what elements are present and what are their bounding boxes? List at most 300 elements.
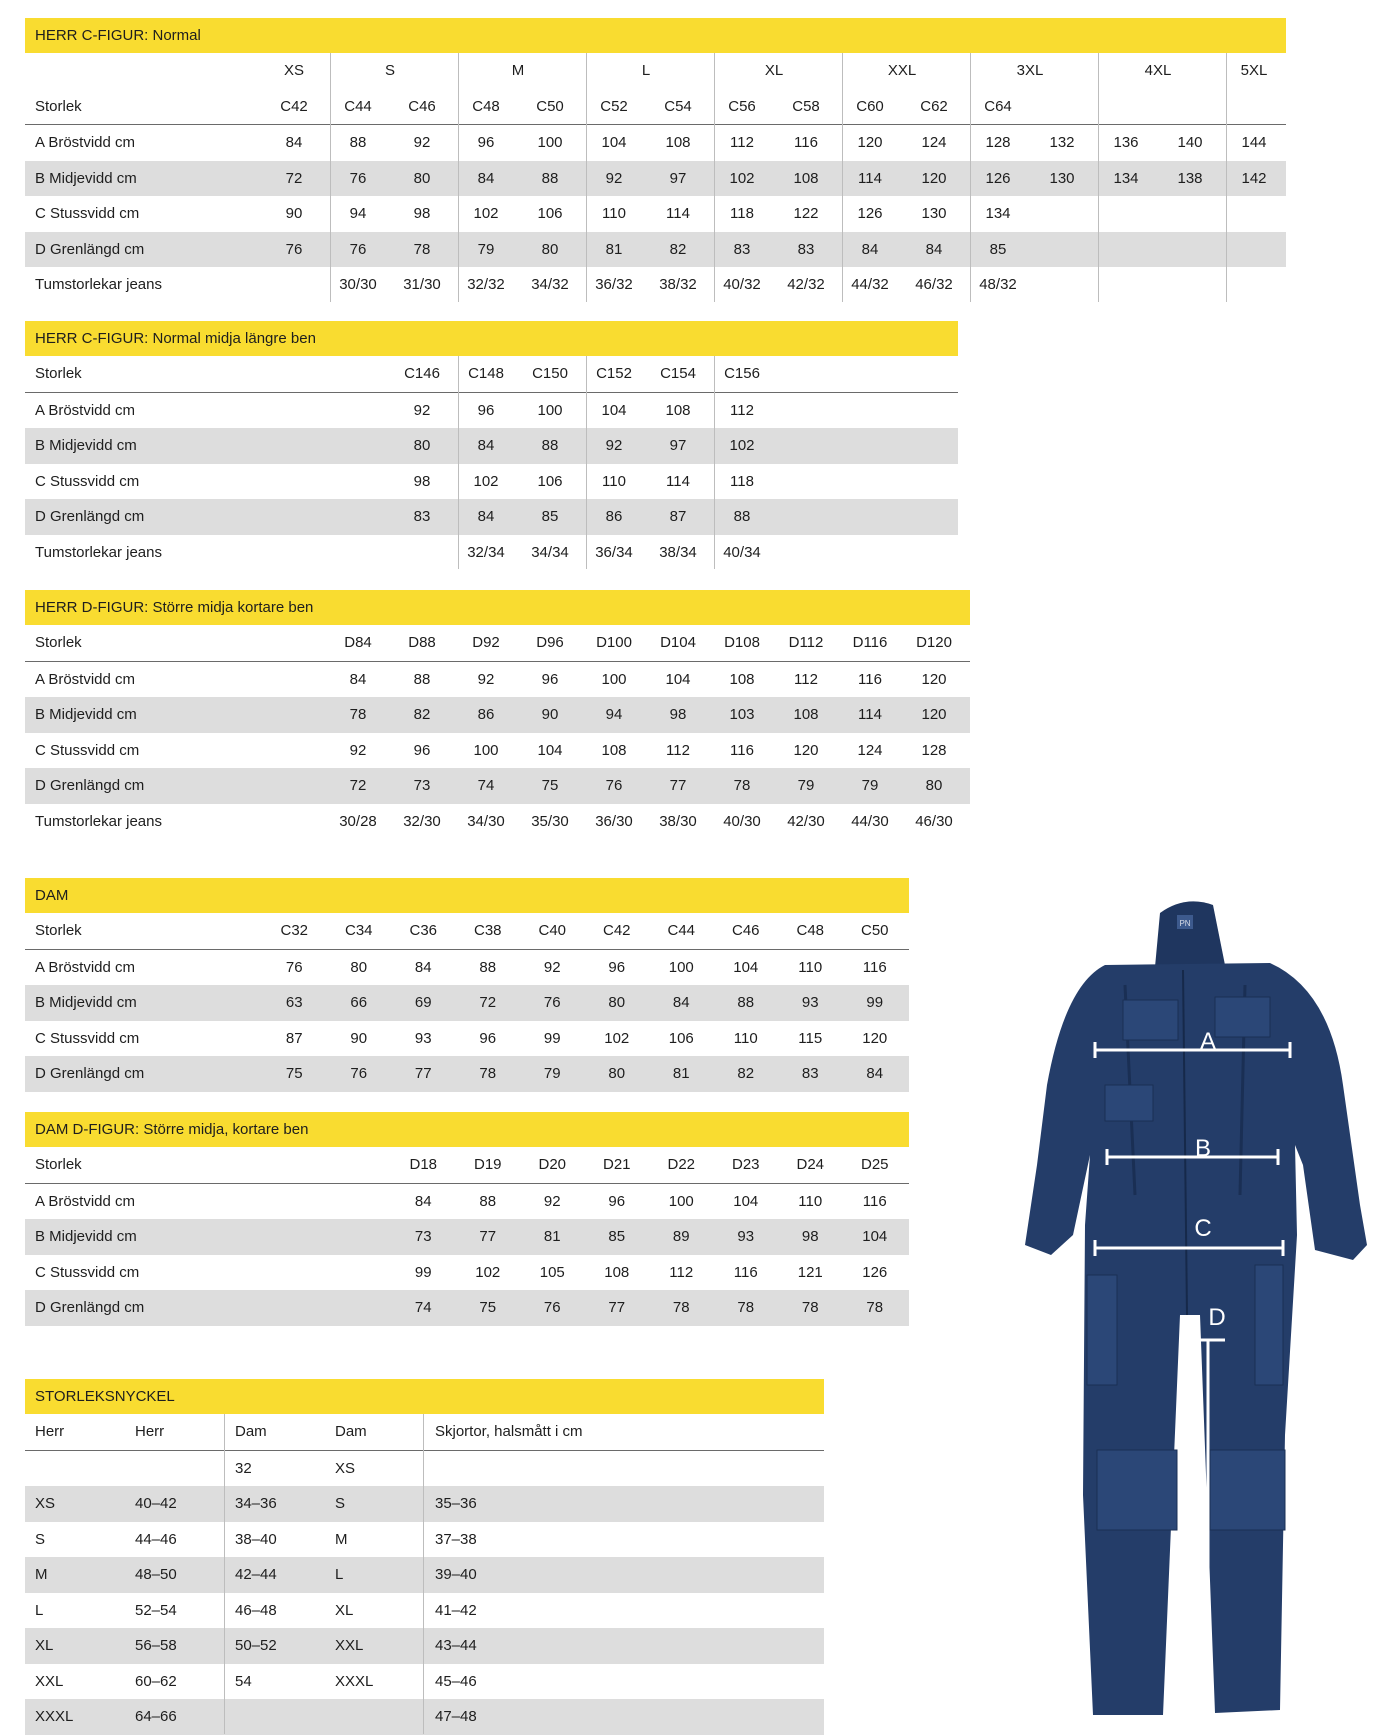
- measurement-value: 116: [733, 1263, 758, 1281]
- measurement-value: 87: [669, 508, 687, 525]
- measurement-value: 110: [602, 472, 626, 490]
- size-code: D96: [536, 634, 564, 651]
- measurement-row: [25, 733, 970, 769]
- measurement-value: 106: [668, 1029, 694, 1047]
- size-table-dam: [25, 878, 909, 1092]
- measurement-label: Tumstorlekar jeans: [35, 276, 162, 293]
- measurement-row: [25, 697, 970, 733]
- measurement-value: 92: [413, 134, 431, 151]
- measurement-value: 93: [414, 1029, 432, 1047]
- measurement-label: Tumstorlekar jeans: [35, 543, 162, 561]
- size-key-cell: 42–44: [235, 1566, 277, 1583]
- measurement-value: 84: [477, 508, 495, 525]
- measurement-value: 36/30: [595, 812, 633, 830]
- measurement-value: 88: [479, 1192, 497, 1210]
- table-title-light: Normal midja längre ben: [148, 330, 316, 347]
- measurement-value: 92: [543, 958, 561, 976]
- size-code: C50: [536, 97, 564, 115]
- size-key-cell: S: [35, 1530, 46, 1548]
- column-divider: [224, 1414, 225, 1734]
- column-divider: [970, 53, 971, 302]
- size-code: D21: [602, 1156, 631, 1173]
- measurement-value: 77: [669, 777, 687, 794]
- measurement-value: 104: [537, 741, 563, 759]
- size-key-cell: 48–50: [135, 1566, 177, 1583]
- measurement-value: 89: [672, 1228, 690, 1245]
- size-code: D25: [860, 1156, 889, 1173]
- measurement-value: 32/32: [467, 276, 505, 293]
- measurement-value: 88: [541, 169, 559, 187]
- size-key-header: Herr: [135, 1423, 165, 1440]
- measurement-value: 42/32: [787, 276, 825, 293]
- measurement-value: 80: [350, 958, 368, 976]
- measurement-value: 83: [801, 1065, 819, 1082]
- measurement-value: 121: [797, 1263, 823, 1281]
- measurement-label: B Midjevidd cm: [35, 706, 137, 723]
- measurement-label: A Bröstvidd cm: [35, 134, 136, 151]
- size-key-cell: 35–36: [435, 1495, 477, 1512]
- size-code: C42: [602, 922, 631, 939]
- measurement-value: 144: [1241, 134, 1267, 151]
- measurement-value: 84: [925, 240, 943, 258]
- size-group-label: S: [384, 62, 395, 79]
- measurement-value: 92: [413, 401, 431, 419]
- size-code: C48: [472, 97, 500, 115]
- measurement-value: 100: [537, 401, 563, 419]
- measurement-value: 44/32: [851, 276, 889, 293]
- measurement-value: 81: [605, 240, 623, 258]
- measurement-value: 110: [733, 1029, 758, 1047]
- size-key-cell: 56–58: [135, 1637, 177, 1654]
- measurement-value: 116: [794, 134, 818, 151]
- measurement-value: 102: [475, 1263, 501, 1281]
- measurement-value: 97: [669, 437, 687, 454]
- measurement-value: 90: [285, 205, 303, 222]
- measurement-value: 46/30: [915, 812, 953, 830]
- measurement-row: [25, 232, 1286, 268]
- size-key-header: Skjortor, halsmått i cm: [435, 1423, 583, 1440]
- measurement-value: 114: [858, 706, 882, 723]
- size-code: D92: [472, 634, 500, 651]
- size-code: C146: [404, 365, 440, 382]
- measurement-value: 30/28: [339, 812, 377, 830]
- measurement-value: 87: [285, 1029, 303, 1047]
- measurement-value: 112: [794, 670, 818, 688]
- measurement-value: 44/30: [851, 812, 889, 830]
- measurement-value: 97: [669, 169, 687, 187]
- column-divider: [586, 356, 587, 569]
- measurement-value: 138: [1177, 169, 1203, 187]
- measurement-label: B Midjevidd cm: [35, 169, 137, 187]
- measurement-value: 79: [861, 777, 879, 794]
- size-key-cell: XL: [335, 1601, 354, 1619]
- column-divider: [458, 53, 459, 302]
- storlek-label: Storlek: [35, 365, 82, 382]
- size-key-title: STORLEKSNYCKEL: [25, 1379, 824, 1414]
- measurement-value: 98: [413, 205, 431, 222]
- measurement-label: C Stussvidd cm: [35, 1263, 140, 1281]
- measurement-value: 96: [608, 1192, 626, 1210]
- measurement-value: 116: [730, 741, 754, 759]
- measurement-label: D Grenlängd cm: [35, 240, 145, 258]
- measurement-value: 134: [1113, 169, 1139, 187]
- measurement-value: 66: [350, 994, 368, 1011]
- size-key-cell: M: [35, 1566, 48, 1583]
- measurement-value: 110: [798, 958, 823, 976]
- size-key-cell: S: [335, 1495, 346, 1512]
- measurement-value: 126: [985, 169, 1011, 187]
- size-group-row: [25, 53, 1286, 89]
- size-code: D23: [731, 1156, 760, 1173]
- measurement-row: [25, 393, 958, 429]
- measurement-value: 86: [477, 706, 495, 723]
- size-key-cell: 39–40: [435, 1566, 477, 1583]
- size-key-cell: XS: [35, 1495, 56, 1512]
- size-code: C44: [667, 922, 696, 939]
- measurement-value: 90: [541, 706, 559, 723]
- measurement-value: 142: [1241, 169, 1267, 187]
- measurement-value: 136: [1113, 134, 1139, 151]
- size-key-cell: 34–36: [235, 1495, 277, 1512]
- measurement-value: 100: [537, 134, 563, 151]
- measurement-value: 76: [285, 240, 303, 258]
- measurement-value: 100: [668, 958, 694, 976]
- measurement-value: 102: [729, 169, 755, 187]
- measurement-value: 76: [543, 1299, 561, 1316]
- size-key-header-row: [25, 1414, 824, 1451]
- size-code: D88: [408, 634, 436, 651]
- measurement-value: 85: [541, 508, 559, 525]
- measurement-value: 76: [543, 994, 561, 1011]
- size-code: D104: [660, 634, 696, 651]
- measurement-value: 75: [541, 777, 559, 794]
- measure-label-d: D: [1208, 1304, 1226, 1331]
- size-key-cell: 32: [235, 1459, 252, 1477]
- measurement-value: 104: [862, 1228, 888, 1245]
- column-divider: [714, 356, 715, 569]
- measurement-value: 98: [413, 472, 431, 490]
- size-key-cell: 44–46: [135, 1530, 177, 1548]
- table-title: [25, 18, 1286, 53]
- measurement-value: 85: [989, 240, 1007, 258]
- measurement-value: 94: [605, 706, 623, 723]
- measurement-value: 105: [539, 1263, 565, 1281]
- measurement-label: A Bröstvidd cm: [35, 958, 136, 976]
- measurement-value: 114: [666, 472, 690, 490]
- size-key-cell: 37–38: [435, 1530, 477, 1548]
- measurement-value: 96: [477, 401, 495, 419]
- size-key-cell: L: [335, 1566, 344, 1583]
- measurement-value: 120: [793, 741, 819, 759]
- measurement-value: 36/32: [595, 276, 633, 293]
- measurement-value: 74: [477, 777, 495, 794]
- measurement-value: 106: [537, 472, 563, 490]
- size-code: D116: [852, 634, 888, 651]
- table-title-bold: HERR D-FIGUR:: [35, 599, 149, 616]
- table-header-row: [25, 625, 970, 662]
- column-divider: [714, 53, 715, 302]
- measurement-value: 102: [473, 472, 499, 490]
- measurement-value: 76: [350, 1065, 368, 1082]
- measurement-value: 108: [665, 401, 691, 419]
- measurement-value: 78: [733, 777, 751, 794]
- measurement-value: 115: [798, 1029, 823, 1047]
- size-group-label: M: [511, 62, 525, 79]
- measurement-label: B Midjevidd cm: [35, 1228, 137, 1245]
- measurement-row: [25, 662, 970, 698]
- measurement-value: 132: [1049, 134, 1075, 151]
- measurement-row: [25, 464, 958, 500]
- size-key-cell: 41–42: [435, 1601, 477, 1619]
- size-key-row: [25, 1486, 824, 1522]
- table-title-light: Normal: [148, 27, 201, 44]
- size-key-cell: M: [335, 1530, 348, 1548]
- measurement-value: 83: [797, 240, 815, 258]
- measurement-row: [25, 804, 970, 840]
- measurement-label: C Stussvidd cm: [35, 741, 140, 759]
- measurement-value: 32/30: [403, 812, 441, 830]
- measurement-value: 81: [672, 1065, 690, 1082]
- measurement-value: 93: [737, 1228, 755, 1245]
- size-code: C60: [856, 97, 884, 115]
- size-code: D108: [724, 634, 760, 651]
- size-code: C150: [532, 365, 568, 382]
- size-code: D22: [667, 1156, 696, 1173]
- measurement-row: [25, 1255, 909, 1291]
- measurement-value: 102: [604, 1029, 630, 1047]
- measurement-value: 104: [665, 670, 691, 688]
- measurement-value: 116: [862, 1192, 887, 1210]
- table-title: [25, 878, 909, 913]
- measurement-value: 78: [801, 1299, 819, 1316]
- size-code: D84: [344, 634, 372, 651]
- size-group-label: L: [641, 62, 651, 79]
- measurement-value: 82: [669, 240, 687, 258]
- size-group-label: XL: [764, 62, 784, 79]
- measurement-label: D Grenlängd cm: [35, 1065, 145, 1082]
- size-code: C42: [280, 97, 308, 115]
- measurement-value: 93: [801, 994, 819, 1011]
- measurement-value: 80: [608, 994, 626, 1011]
- size-key-cell: XS: [335, 1459, 356, 1477]
- measurement-value: 92: [349, 741, 367, 759]
- measurement-value: 112: [666, 741, 690, 759]
- measurement-value: 140: [1177, 134, 1203, 151]
- measurement-value: 110: [602, 205, 626, 222]
- measurement-value: 118: [730, 205, 754, 222]
- size-table-herr-d: [25, 590, 970, 839]
- measurement-value: 86: [605, 508, 623, 525]
- measurement-value: 99: [866, 994, 884, 1011]
- measurement-value: 84: [414, 958, 432, 976]
- measurement-value: 116: [862, 958, 887, 976]
- measurement-value: 92: [477, 670, 495, 688]
- column-divider: [1098, 53, 1099, 302]
- measurement-value: 38/30: [659, 812, 697, 830]
- measurement-value: 78: [866, 1299, 884, 1316]
- size-code: D24: [796, 1156, 825, 1173]
- size-key-row: [25, 1699, 824, 1735]
- measurement-value: 34/32: [531, 276, 569, 293]
- measurement-row: [25, 1056, 909, 1092]
- measurement-value: 122: [793, 205, 819, 222]
- size-code: D20: [538, 1156, 567, 1173]
- measurement-value: 92: [605, 437, 623, 454]
- table-title-bold: DAM: [35, 887, 69, 904]
- size-code: C38: [473, 922, 502, 939]
- table-title-bold: HERR C-FIGUR:: [35, 330, 149, 347]
- measurement-row: [25, 985, 909, 1021]
- measurement-value: 40/32: [723, 276, 761, 293]
- measurement-value: 124: [857, 741, 883, 759]
- measurement-value: 80: [413, 169, 431, 187]
- size-key-row: [25, 1451, 824, 1487]
- measurement-row: [25, 499, 958, 535]
- size-code: C152: [596, 365, 632, 382]
- measurement-label: D Grenlängd cm: [35, 1299, 145, 1316]
- size-key-cell: XXL: [335, 1637, 364, 1654]
- measurement-value: 32/34: [467, 543, 505, 561]
- column-divider: [458, 356, 459, 569]
- measurement-value: 100: [668, 1192, 694, 1210]
- size-code: D112: [788, 634, 824, 651]
- size-key-cell: 52–54: [135, 1601, 177, 1619]
- size-key-row: [25, 1522, 824, 1558]
- measurement-value: 84: [866, 1065, 884, 1082]
- measurement-row: [25, 535, 958, 571]
- measurement-value: 106: [537, 205, 563, 222]
- measurement-value: 34/30: [467, 812, 505, 830]
- measurement-value: 126: [862, 1263, 888, 1281]
- size-code: C50: [860, 922, 889, 939]
- size-key-cell: 46–48: [235, 1601, 277, 1619]
- measurement-value: 108: [665, 134, 691, 151]
- size-key-header: Dam: [235, 1423, 267, 1440]
- measurement-value: 42/30: [787, 812, 825, 830]
- measurement-value: 48/32: [979, 276, 1017, 293]
- column-divider: [1226, 53, 1227, 302]
- table-title: [25, 1112, 909, 1147]
- measurement-value: 72: [349, 777, 367, 794]
- measurement-value: 88: [733, 508, 751, 525]
- measure-label-b: B: [1194, 1135, 1212, 1162]
- measurement-value: 38/34: [659, 543, 697, 561]
- storlek-label: Storlek: [35, 922, 82, 939]
- size-code: D18: [409, 1156, 438, 1173]
- size-key-cell: L: [35, 1601, 44, 1619]
- size-code: D120: [916, 634, 952, 651]
- size-key-cell: XXL: [35, 1672, 64, 1690]
- measurement-row: [25, 161, 1286, 197]
- measurement-label: C Stussvidd cm: [35, 472, 140, 490]
- measurement-value: 36/34: [595, 543, 633, 561]
- measurement-value: 85: [608, 1228, 626, 1245]
- size-group-label: 5XL: [1240, 62, 1268, 79]
- measurement-value: 104: [733, 958, 759, 976]
- size-key-cell: 60–62: [135, 1672, 177, 1690]
- measurement-value: 120: [921, 670, 947, 688]
- measurement-value: 130: [1049, 169, 1075, 187]
- measurement-value: 78: [672, 1299, 690, 1316]
- measurement-value: 79: [477, 240, 495, 258]
- measurement-value: 40/30: [723, 812, 761, 830]
- size-key-cell: 54: [235, 1672, 252, 1690]
- measurement-label: A Bröstvidd cm: [35, 401, 136, 419]
- size-code: C44: [344, 97, 372, 115]
- measurement-value: 80: [541, 240, 559, 258]
- measurement-value: 84: [285, 134, 303, 151]
- size-key-header: Herr: [35, 1423, 65, 1440]
- size-group-label: XS: [283, 62, 304, 79]
- size-code: C154: [660, 365, 696, 382]
- size-key-cell: 45–46: [435, 1672, 477, 1690]
- size-key-row: [25, 1628, 824, 1664]
- measurement-value: 84: [477, 437, 495, 454]
- size-key-row: [25, 1593, 824, 1629]
- measurement-value: 84: [861, 240, 879, 258]
- measurement-value: 76: [349, 169, 367, 187]
- size-key-cell: XL: [35, 1637, 54, 1654]
- measurement-value: 120: [862, 1029, 888, 1047]
- measurement-label: A Bröstvidd cm: [35, 1192, 136, 1210]
- measurement-value: 114: [858, 169, 882, 187]
- measurement-value: 76: [285, 958, 303, 976]
- storlek-label: Storlek: [35, 1156, 82, 1173]
- measurement-value: 80: [925, 777, 943, 794]
- measurement-value: 72: [479, 994, 497, 1011]
- measurement-value: 112: [669, 1263, 694, 1281]
- size-key-row: [25, 1664, 824, 1700]
- column-divider: [586, 53, 587, 302]
- size-table-dam-d: [25, 1112, 909, 1326]
- measurement-value: 79: [797, 777, 815, 794]
- table-title-light: Större midja kortare ben: [148, 599, 314, 616]
- measurement-value: 74: [414, 1299, 432, 1316]
- table-header-row: [25, 89, 1286, 126]
- measurement-value: 38/32: [659, 276, 697, 293]
- measurement-value: 94: [349, 205, 367, 222]
- measurement-row: [25, 1184, 909, 1220]
- size-code: C40: [538, 922, 567, 939]
- size-code: D19: [473, 1156, 502, 1173]
- measurement-row: [25, 1219, 909, 1255]
- size-key-table: [25, 1379, 824, 1735]
- measurement-value: 104: [601, 134, 627, 151]
- measurement-value: 128: [985, 134, 1011, 151]
- measurement-value: 78: [737, 1299, 755, 1316]
- measurement-value: 40/34: [723, 543, 761, 561]
- measurement-value: 73: [413, 777, 431, 794]
- measurement-value: 88: [479, 958, 497, 976]
- size-group-label: 4XL: [1144, 62, 1172, 79]
- measurement-value: 108: [793, 706, 819, 723]
- measurement-value: 77: [479, 1228, 497, 1245]
- measurement-row: [25, 196, 1286, 232]
- size-code: C64: [984, 97, 1012, 115]
- measurement-value: 35/30: [531, 812, 569, 830]
- measurement-value: 46/32: [915, 276, 953, 293]
- measurement-row: [25, 267, 1286, 303]
- storlek-label: Storlek: [35, 634, 82, 651]
- measurement-value: 124: [921, 134, 947, 151]
- measurement-value: 84: [414, 1192, 432, 1210]
- measurement-row: [25, 428, 958, 464]
- measurement-value: 92: [543, 1192, 561, 1210]
- table-title-light: Större midja, kortare ben: [139, 1121, 309, 1138]
- measurement-value: 108: [604, 1263, 630, 1281]
- column-divider: [842, 53, 843, 302]
- measurement-value: 88: [541, 437, 559, 454]
